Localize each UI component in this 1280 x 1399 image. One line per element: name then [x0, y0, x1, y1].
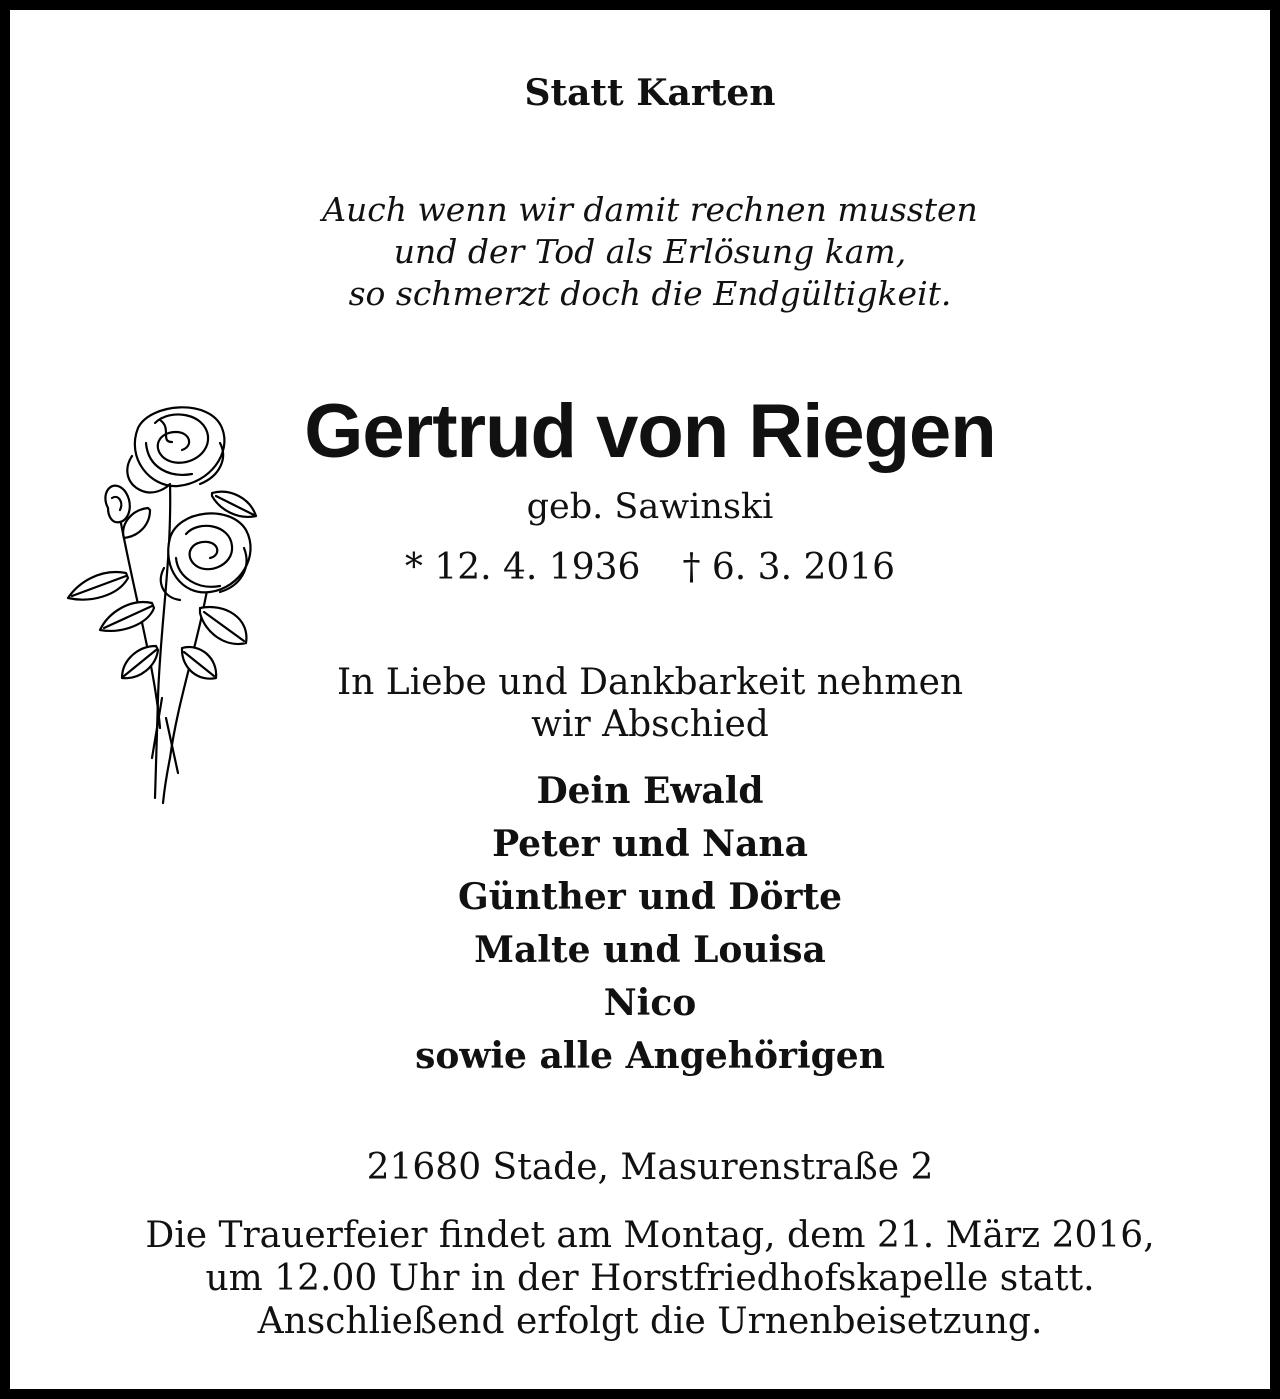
farewell-line-2: wir Abschied	[531, 704, 769, 745]
mourner-2: Peter und Nana	[492, 823, 808, 865]
mourner-4: Malte und Louisa	[474, 929, 826, 971]
header-text: Statt Karten	[524, 72, 776, 114]
quote-line-3: so schmerzt doch die Endgültigkeit.	[348, 274, 952, 313]
farewell-line-1: In Liebe und Dankbarkeit nehmen	[336, 662, 964, 703]
quote-line-2: und der Tod als Erlösung kam,	[393, 232, 907, 271]
mourner-1: Dein Ewald	[536, 770, 764, 812]
maiden-name: geb. Sawinski	[526, 487, 774, 527]
life-dates	[10, 547, 1280, 588]
mourner-5: Nico	[603, 982, 697, 1024]
service-line-1: Die Trauerfeier findet am Montag, dem 21. März 2016,	[145, 1215, 1155, 1256]
mourner-3: Günther und Dörte	[457, 876, 843, 918]
deceased-name: Gertrud von Riegen	[304, 389, 996, 474]
service-line-2: um 12.00 Uhr in der Horstfriedhofskapelle statt.	[205, 1258, 1095, 1299]
quote-line-1: Auch wenn wir damit rechnen mussten	[322, 190, 978, 229]
death-date: † 6. 3. 2016	[682, 547, 896, 588]
birth-date: * 12. 4. 1936	[404, 547, 641, 588]
mourner-6: sowie alle Angehörigen	[415, 1035, 885, 1077]
address-text: 21680 Stade, Masurenstraße 2	[366, 1147, 934, 1188]
service-line-3: Anschließend erfolgt die Urnenbeisetzung.	[257, 1301, 1043, 1342]
